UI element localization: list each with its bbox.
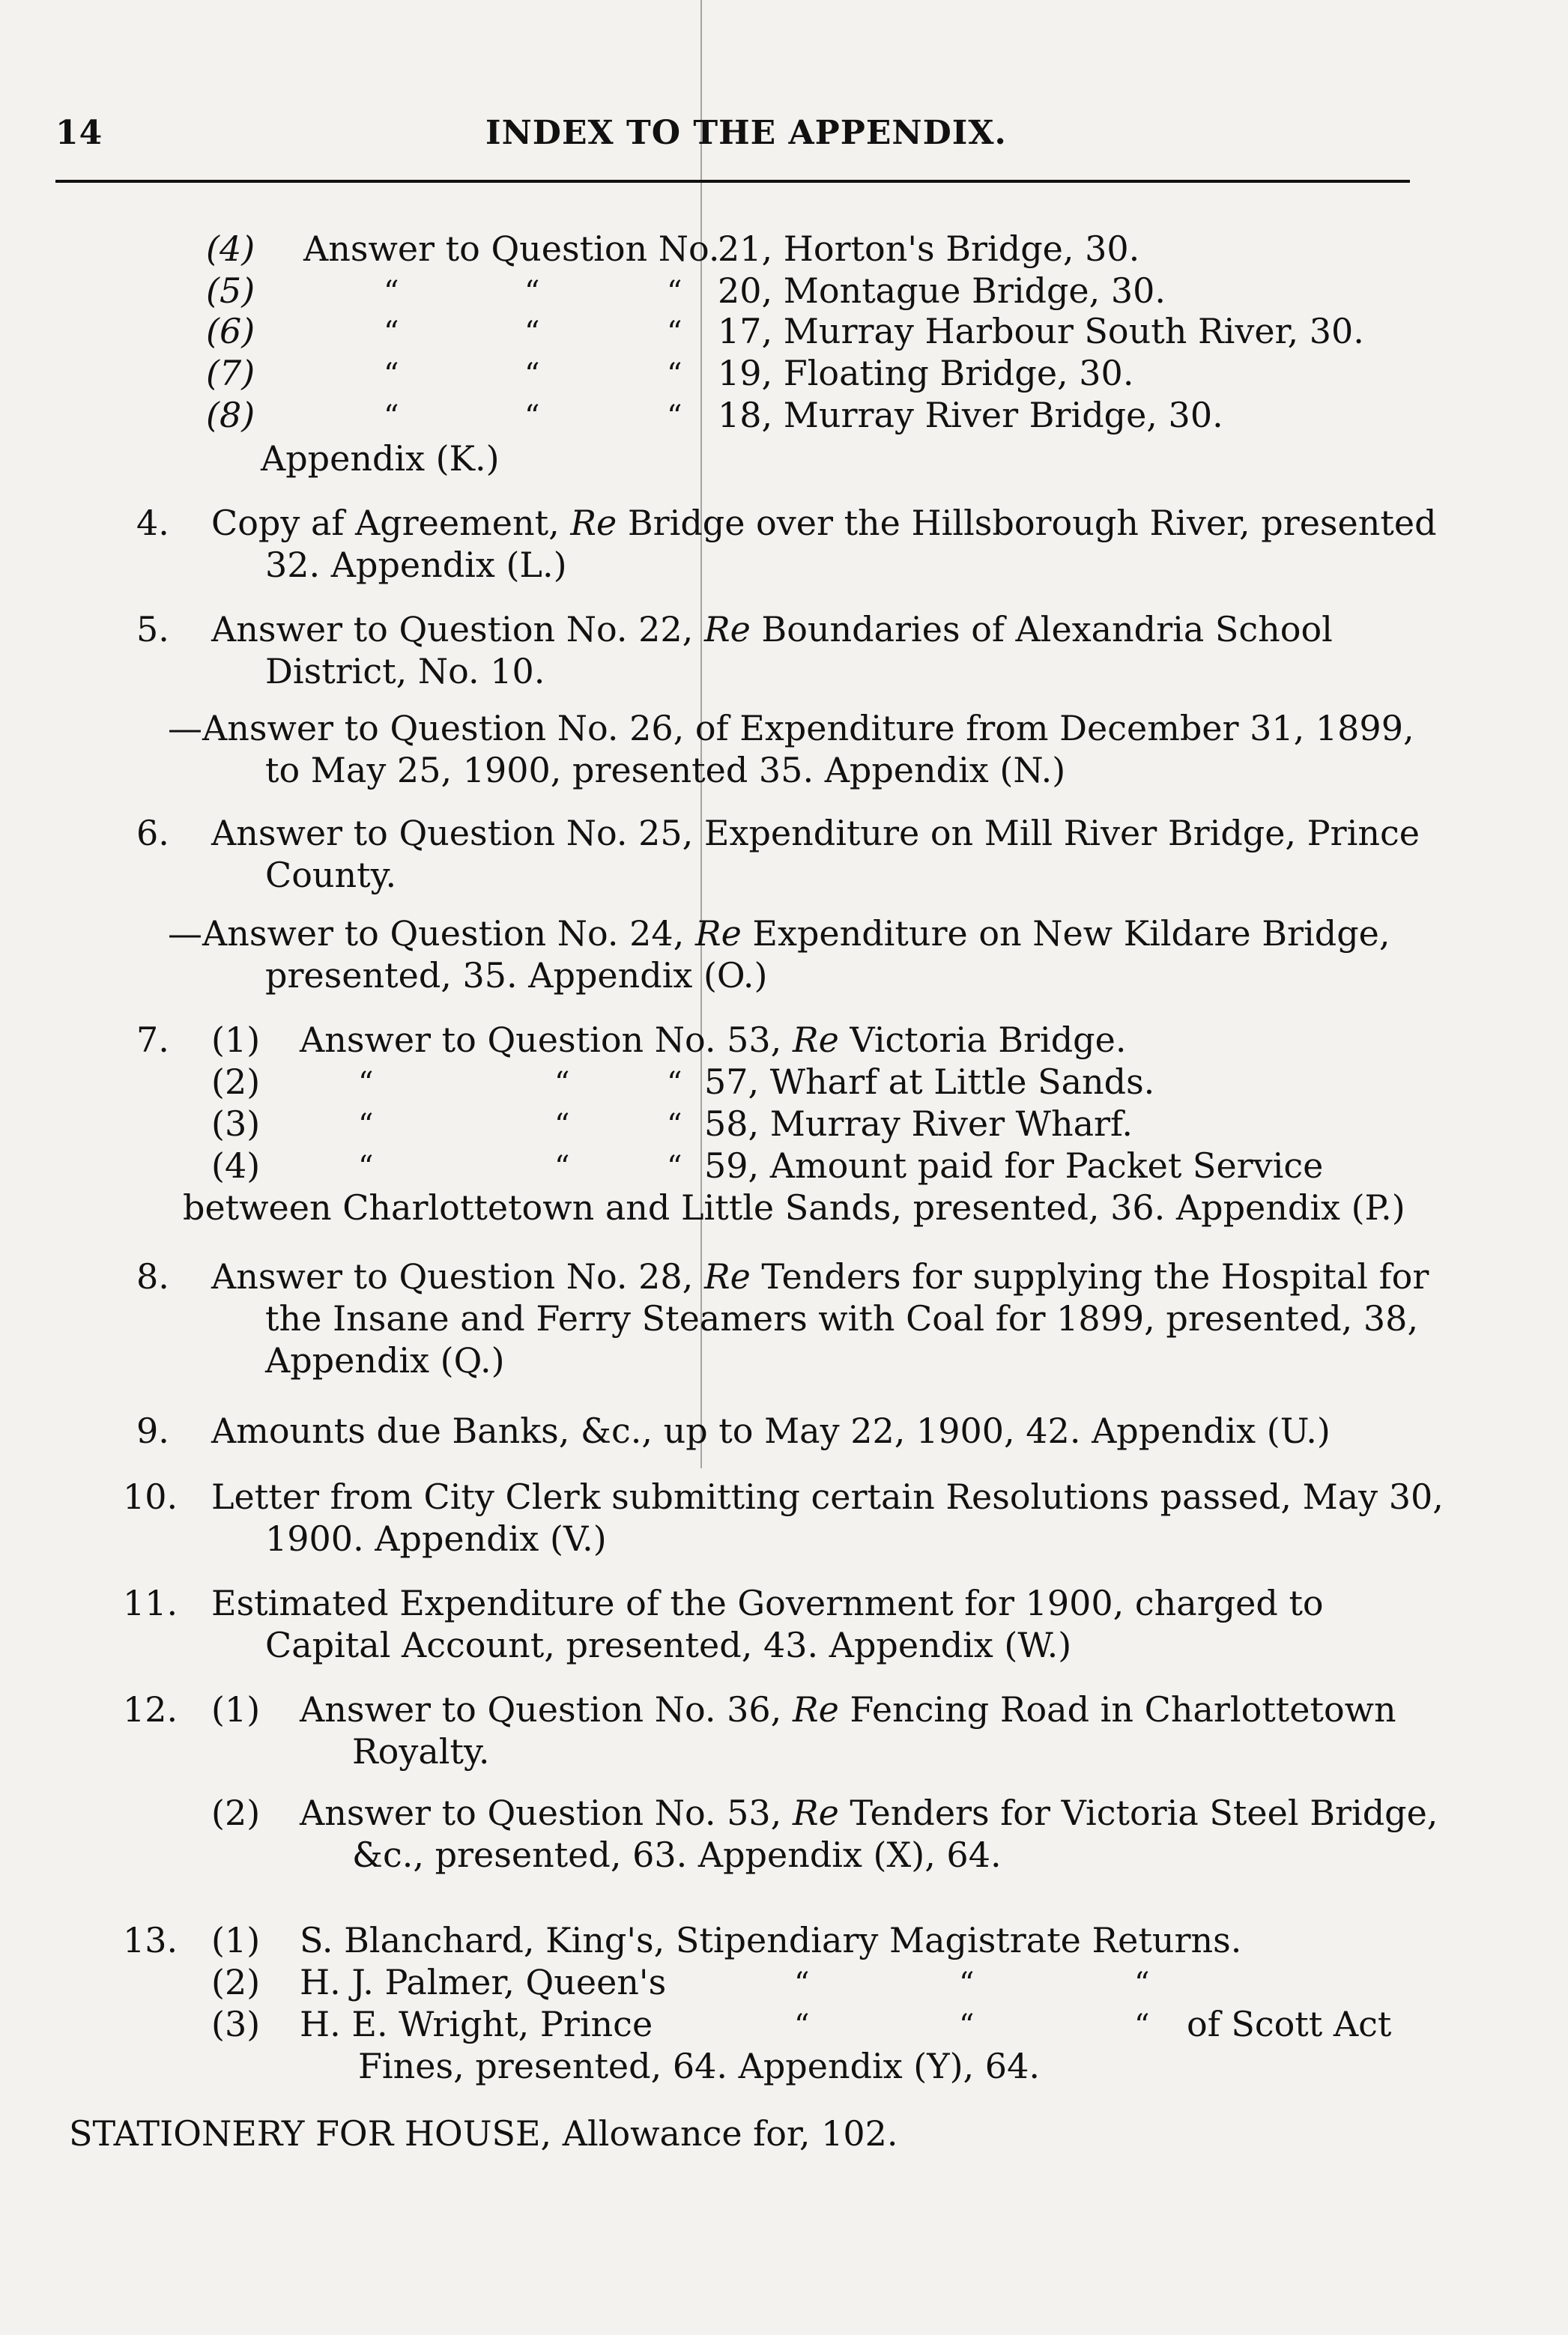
ditto-mark: “ bbox=[384, 275, 399, 309]
sub-item-number: (2) bbox=[211, 1061, 261, 1102]
ditto-mark: “ bbox=[358, 1066, 374, 1100]
entry-text: Answer to Question No. 22, Re Boundaries of Alexandria School bbox=[211, 609, 1333, 649]
sub-item-number: (2) bbox=[211, 1793, 261, 1833]
entry-number: 4. bbox=[136, 503, 169, 543]
ditto-mark: “ bbox=[959, 1966, 975, 2001]
sub-item-number: (6) bbox=[206, 311, 255, 351]
ditto-mark: “ bbox=[1134, 2008, 1150, 2043]
entry-text: Answer to Question No. 53, Re Victoria Bridge. bbox=[300, 1020, 1127, 1060]
entry-number: 12. bbox=[123, 1689, 178, 1730]
ditto-mark: “ bbox=[667, 357, 682, 392]
entry-number: 5. bbox=[136, 609, 169, 649]
ditto-mark: “ bbox=[524, 399, 540, 434]
sub-item-ref: 21, Horton's Bridge, 30. bbox=[718, 228, 1140, 269]
entry-number: 13. bbox=[123, 1920, 178, 1960]
ditto-mark: “ bbox=[554, 1150, 570, 1184]
sub-item-number: (1) bbox=[211, 1920, 261, 1960]
entry-text: County. bbox=[265, 855, 397, 895]
ditto-mark: “ bbox=[384, 399, 399, 434]
entry-text: 32. Appendix (L.) bbox=[265, 545, 567, 585]
ditto-mark: “ bbox=[554, 1066, 570, 1100]
ditto-mark: “ bbox=[959, 2008, 975, 2043]
entry-text: Estimated Expenditure of the Government for 1900, charged to bbox=[211, 1583, 1324, 1623]
entry-text: Capital Account, presented, 43. Appendix (W.) bbox=[265, 1625, 1072, 1665]
header-rule bbox=[55, 180, 1410, 183]
entry-text: Answer to Question No. 28, Re Tenders for supplying the Hospital for bbox=[211, 1256, 1429, 1297]
page-number: 14 bbox=[55, 114, 103, 152]
entry-text: Royalty. bbox=[352, 1731, 490, 1772]
entry-number: 8. bbox=[136, 1256, 169, 1297]
entry-text: Answer to Question No. 25, Expenditure on Mill River Bridge, Prince bbox=[211, 813, 1420, 853]
sub-item-number: (5) bbox=[206, 270, 255, 311]
sub-item-ref: 58, Murray River Wharf. bbox=[704, 1103, 1133, 1144]
ditto-mark: “ bbox=[524, 357, 540, 392]
entry-number: 7. bbox=[136, 1020, 169, 1060]
ditto-mark: “ bbox=[358, 1150, 374, 1184]
page-title: INDEX TO THE APPENDIX. bbox=[485, 114, 1007, 152]
entry-text: Amounts due Banks, &c., up to May 22, 1900, 42. Appendix (U.) bbox=[211, 1411, 1331, 1451]
sub-item-number: (1) bbox=[211, 1689, 261, 1730]
entry-text: —Answer to Question No. 26, of Expenditure from December 31, 1899, bbox=[168, 708, 1414, 748]
entry-number: 6. bbox=[136, 813, 169, 853]
entry-text: H. E. Wright, Prince bbox=[300, 2004, 653, 2044]
entry-text: District, No. 10. bbox=[265, 651, 545, 691]
ditto-mark: “ bbox=[667, 399, 682, 434]
entry-text: Appendix (Q.) bbox=[265, 1340, 505, 1381]
sub-item-number: (7) bbox=[206, 353, 255, 393]
sub-item-number: (8) bbox=[206, 395, 255, 435]
entry-number: 9. bbox=[136, 1411, 169, 1451]
sub-item-ref: 20, Montague Bridge, 30. bbox=[718, 270, 1166, 311]
sub-item-number: (2) bbox=[211, 1962, 261, 2002]
ditto-mark: “ bbox=[667, 1066, 682, 1100]
sub-item-number: (4) bbox=[211, 1145, 261, 1186]
entry-text: between Charlottetown and Little Sands, presented, 36. Appendix (P.) bbox=[183, 1187, 1405, 1228]
entry-number: 11. bbox=[123, 1583, 178, 1623]
entry-text: Answer to Question No. 36, Re Fencing Road in Charlottetown bbox=[300, 1689, 1396, 1730]
sub-item-ref: 18, Murray River Bridge, 30. bbox=[718, 395, 1223, 435]
sub-item-number: (1) bbox=[211, 1020, 261, 1060]
entry-text: &c., presented, 63. Appendix (X), 64. bbox=[352, 1835, 1002, 1875]
entry-text: to May 25, 1900, presented 35. Appendix (N.) bbox=[265, 750, 1066, 790]
ditto-mark: “ bbox=[384, 357, 399, 392]
ditto-mark: “ bbox=[667, 1150, 682, 1184]
ditto-mark: “ bbox=[667, 315, 682, 350]
entry-text: Letter from City Clerk submitting certain Resolutions passed, May 30, bbox=[211, 1477, 1444, 1517]
entry-text: Answer to Question No. 53, Re Tenders for Victoria Steel Bridge, bbox=[300, 1793, 1438, 1833]
entry-text: of Scott Act bbox=[1187, 2004, 1392, 2044]
index-entry-stationery: STATIONERY FOR HOUSE, Allowance for, 102. bbox=[69, 2113, 898, 2154]
ditto-mark: “ bbox=[667, 275, 682, 309]
ditto-mark: “ bbox=[358, 1108, 374, 1142]
ditto-mark: “ bbox=[524, 315, 540, 350]
ditto-mark: “ bbox=[524, 275, 540, 309]
sub-item-number: (4) bbox=[206, 228, 255, 269]
entry-text: S. Blanchard, King's, Stipendiary Magistrate Returns. bbox=[300, 1920, 1242, 1960]
entry-text: Copy af Agreement, Re Bridge over the Hillsborough River, presented bbox=[211, 503, 1437, 543]
entry-text: 1900. Appendix (V.) bbox=[265, 1518, 607, 1559]
sub-item-number: (3) bbox=[211, 1103, 261, 1144]
sub-item-ref: 19, Floating Bridge, 30. bbox=[718, 353, 1134, 393]
sub-item-number: (3) bbox=[211, 2004, 261, 2044]
entry-text: H. J. Palmer, Queen's bbox=[300, 1962, 667, 2002]
ditto-mark: “ bbox=[384, 315, 399, 350]
ditto-mark: “ bbox=[667, 1108, 682, 1142]
entry-text: presented, 35. Appendix (O.) bbox=[265, 955, 768, 996]
entry-text: the Insane and Ferry Steamers with Coal for 1899, presented, 38, bbox=[265, 1298, 1419, 1339]
sub-item-text: Answer to Question No. bbox=[303, 228, 720, 269]
appendix-ref: Appendix (K.) bbox=[261, 438, 500, 479]
ditto-mark: “ bbox=[554, 1108, 570, 1142]
ditto-mark: “ bbox=[1134, 1966, 1150, 2001]
entry-text: Fines, presented, 64. Appendix (Y), 64. bbox=[358, 2046, 1040, 2086]
sub-item-ref: 57, Wharf at Little Sands. bbox=[704, 1061, 1155, 1102]
sub-item-ref: 17, Murray Harbour South River, 30. bbox=[718, 311, 1364, 351]
entry-number: 10. bbox=[123, 1477, 178, 1517]
ditto-mark: “ bbox=[794, 1966, 810, 2001]
entry-text: —Answer to Question No. 24, Re Expenditure on New Kildare Bridge, bbox=[168, 913, 1390, 954]
sub-item-ref: 59, Amount paid for Packet Service bbox=[704, 1145, 1324, 1186]
ditto-mark: “ bbox=[794, 2008, 810, 2043]
